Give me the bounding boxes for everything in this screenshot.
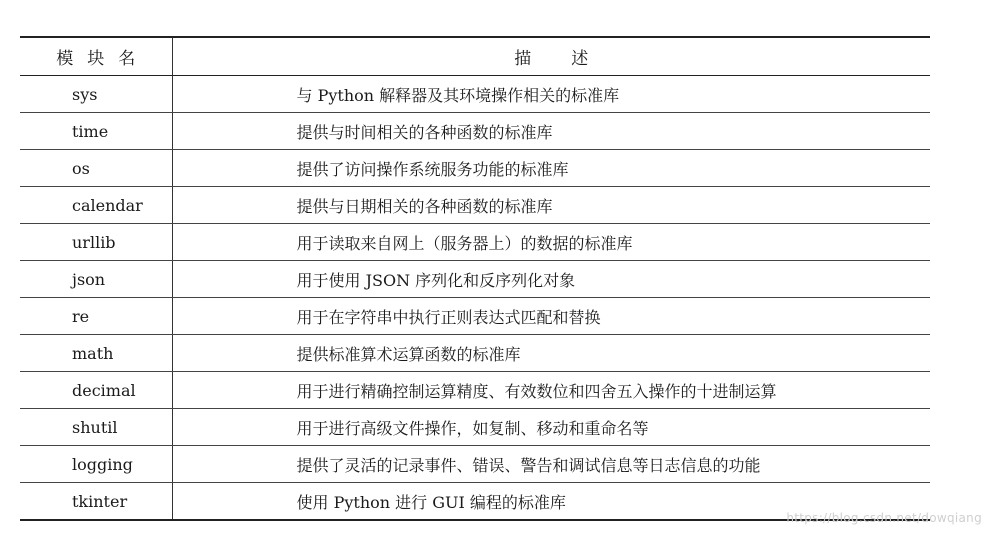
module-desc-cell: 用于进行精确控制运算精度、有效数位和四舍五入操作的十进制运算 (172, 372, 930, 409)
table-row (20, 76, 930, 113)
module-table (20, 36, 930, 521)
module-desc-cell: 使用 Python 进行 GUI 编程的标准库 (172, 483, 930, 521)
module-name-cell: shutil (20, 409, 172, 446)
module-desc-cell: 提供与时间相关的各种函数的标准库 (172, 113, 930, 150)
table-row (20, 113, 930, 150)
module-name-cell: sys (20, 76, 172, 113)
module-name-cell: urllib (20, 224, 172, 261)
module-name-cell: time (20, 113, 172, 150)
module-name-cell: decimal (20, 372, 172, 409)
table-row (20, 335, 930, 372)
module-desc-cell: 用于进行高级文件操作，如复制、移动和重命名等 (172, 409, 930, 446)
watermark-text: https://blog.csdn.net/dowqiang (786, 511, 982, 525)
table-row (20, 224, 930, 261)
module-name-cell: math (20, 335, 172, 372)
module-table-container (20, 36, 930, 521)
table-row (20, 187, 930, 224)
module-name-cell: calendar (20, 187, 172, 224)
header-module-name: 模块名 (20, 37, 172, 76)
table-row (20, 409, 930, 446)
module-desc-cell: 用于读取来自网上（服务器上）的数据的标准库 (172, 224, 930, 261)
module-desc-cell: 用于在字符串中执行正则表达式匹配和替换 (172, 298, 930, 335)
module-name-cell: re (20, 298, 172, 335)
module-name-cell: logging (20, 446, 172, 483)
module-desc-cell: 用于使用 JSON 序列化和反序列化对象 (172, 261, 930, 298)
header-description: 描述 (172, 37, 930, 76)
module-name-cell: os (20, 150, 172, 187)
module-desc-cell: 提供了灵活的记录事件、错误、警告和调试信息等日志信息的功能 (172, 446, 930, 483)
module-desc-cell: 提供了访问操作系统服务功能的标准库 (172, 150, 930, 187)
table-row (20, 298, 930, 335)
table-row (20, 150, 930, 187)
table-header-row (20, 37, 930, 76)
module-name-cell: json (20, 261, 172, 298)
table-row (20, 446, 930, 483)
module-name-cell: tkinter (20, 483, 172, 521)
module-desc-cell: 提供与日期相关的各种函数的标准库 (172, 187, 930, 224)
table-row (20, 372, 930, 409)
table-row (20, 261, 930, 298)
module-desc-cell: 与 Python 解释器及其环境操作相关的标准库 (172, 76, 930, 113)
module-desc-cell: 提供标准算术运算函数的标准库 (172, 335, 930, 372)
